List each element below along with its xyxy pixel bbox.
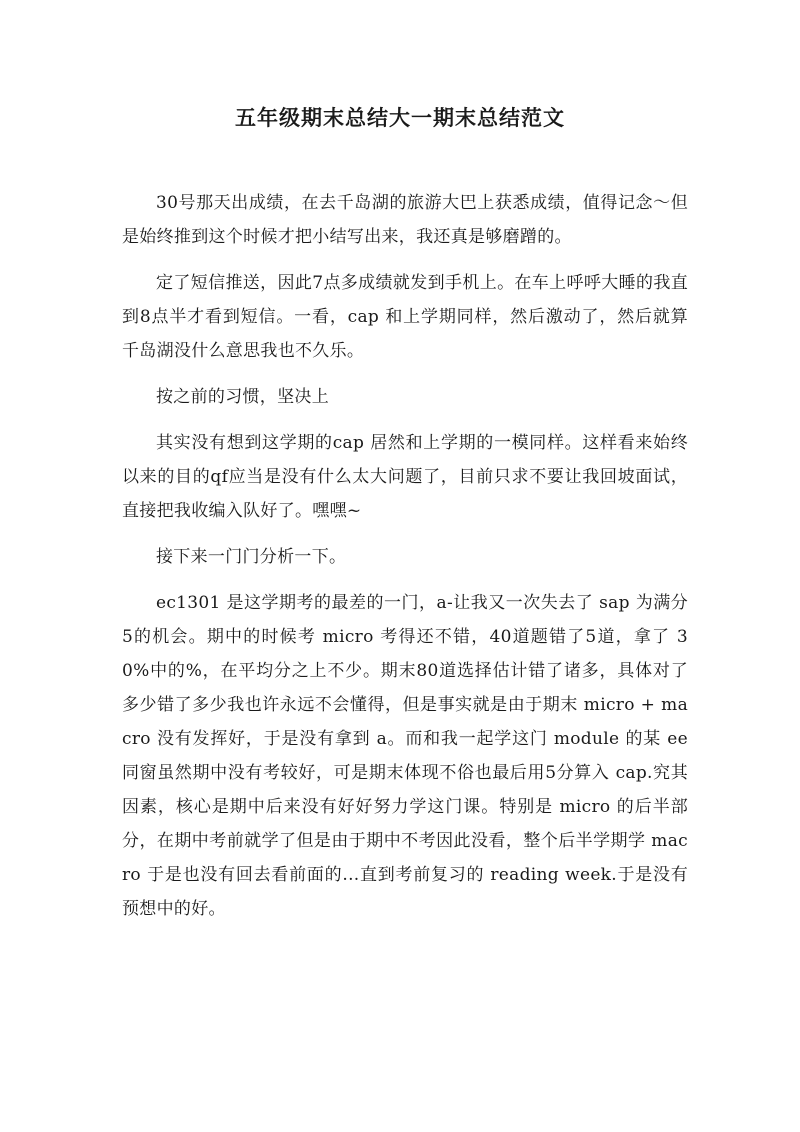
paragraph-3: 按之前的习惯，坚决上 <box>156 387 329 407</box>
paragraph-4: 其实没有想到这学期的cap 居然和上学期的一模同样。这样看来始终以来的目的qf应当是没有什么太大问题了，目前只求不要让我回坡面试，直接把我收编入队好了。嘿嘿~ <box>122 433 688 521</box>
document-body <box>122 186 688 938</box>
paragraph-2: 定了短信推送，因此7点多成绩就发到手机上。在车上呼呼大睡的我直到8点半才看到短信。一看，cap 和上学期同样，然后激动了，然后就算千岛湖没什么意思我也不久乐。 <box>122 273 688 361</box>
paragraph-5: 接下来一门门分析一下。 <box>156 547 347 567</box>
document-title: 五年级期末总结大一期末总结范文 <box>235 105 565 130</box>
paragraph-6: ec1301 是这学期考的最差的一门，a-让我又一次失去了 sap 为满分5的机会。期中的时候考 micro 考得还不错，40道题错了5道，拿了 30%中的%，在平均分之上不少。期末80道选择估计错了诸多，具体对了多少错了多少我也许永远不会懂得，但是事实就是由于期末 micro + macro 没有发挥好，于是没有拿到 a。而和我一起学这门 module 的某 ee 同窗虽然期中没有考较好，可是期末体现不俗也最后用5分算入 cap.究其因素，核心是期中后来没有好好努力学这门课。特别是 micro 的后半部分，在期中考前就学了但是由于期中不考因此没看，整个后半学期学 macro 于是也没有回去看前面的...直到考前复习的 reading week.于是没有预想中的好。 <box>122 593 688 919</box>
paragraph-1: 30号那天出成绩，在去千岛湖的旅游大巴上获悉成绩，值得记念～但是始终推到这个时候才把小结写出来，我还真是够磨蹭的。 <box>122 193 688 247</box>
